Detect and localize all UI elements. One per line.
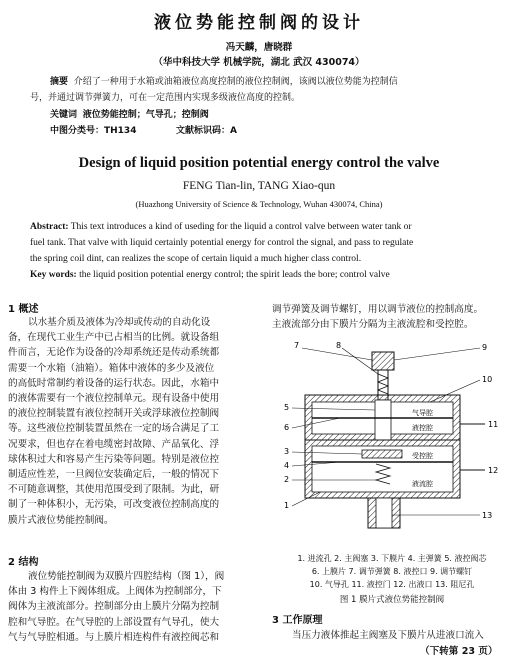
section-1-line: 的液位控制装置有液位控制开关或浮球液位控制阀 xyxy=(8,408,220,420)
abstract-cn-text-1: 介绍了一种用于水箱或油箱液位高度控制的液位控制阀，该阀以液位势能为控制信 xyxy=(73,77,398,87)
abstract-en-text-1: This text introduces a kind of useding for the liquid a control valve between water tank or xyxy=(70,222,412,232)
section-2-line: 气与气导腔相通。与上膜片相连构件有液控阀芯和 xyxy=(8,631,220,643)
keywords-en-label: Key words: xyxy=(30,270,77,280)
abstract-en-line-3: the spring coil dint, can realizes the scope of certain liquid a much higher class control. xyxy=(30,254,362,264)
label-11: 11 xyxy=(488,420,499,429)
section-2-body xyxy=(8,569,224,645)
affiliation-cn: （华中科技大学 机械学院，湖北 武汉 430074） xyxy=(153,57,365,68)
figure-legend-line-1: 1. 进流孔 2. 主阀塞 3. 下膜片 4. 主弹簧 5. 液控阀芯 xyxy=(297,554,487,563)
chamber-main-label: 液流腔 xyxy=(412,480,433,488)
main-plug xyxy=(362,450,402,458)
section-1-line: 件而言，无论作为设备的冷却系统还是传动系统都 xyxy=(8,347,220,359)
label-3: 3 xyxy=(284,447,290,456)
valve-diagram xyxy=(280,340,510,550)
abstract-cn-label: 摘要 xyxy=(50,77,69,87)
section-1-line: 膜片式液位势能控制阀。 xyxy=(8,514,114,526)
section-2-line: 阀体为主液流部分。控制部分由上膜片分隔为控制 xyxy=(8,601,220,613)
section-3-line-1: 当压力液体推起主阀塞及下膜片从进液口流入 xyxy=(292,630,484,641)
outlet-bore xyxy=(376,498,392,528)
section-1-line: 以水基介质及液体为冷却或传动的自动化设 xyxy=(28,317,211,328)
abstract-en-label: Abstract: xyxy=(30,222,69,232)
keywords-en-text: the liquid position potential energy control; the spirit leads the bore; control valve xyxy=(79,270,390,280)
continued-note: （下转第 23 页） xyxy=(420,646,498,657)
keywords-cn xyxy=(50,108,209,123)
leader-9 xyxy=(394,348,480,360)
section-1-line: 的液体需要有一个液位控制单元。现有设备中使用 xyxy=(8,393,220,405)
chamber-control-label: 液控腔 xyxy=(412,424,433,432)
abstract-en-line-2: fuel tank. That valve with liquid certainly potential energy for control the signal, and pass to regulate xyxy=(30,238,414,248)
section-2-line: 体由 3 构件上下阀体组成。上阀体为控制部分，下 xyxy=(8,586,222,598)
abstract-cn-line-2: 号，并通过调节弹簧力，可在一定范围内实现多级液位高度的控制。 xyxy=(30,93,301,103)
clc-number: 中图分类号：TH134 xyxy=(50,126,137,136)
label-6: 6 xyxy=(284,423,290,432)
section-3-title: 3 工作原理 xyxy=(272,615,323,626)
keywords-cn-text: 液位势能控制；气导孔；控制阀 xyxy=(82,110,209,120)
document-code: 文献标识码：A xyxy=(176,126,237,136)
section-1-line: 需要一个水箱（油箱）。箱体中液体的多少及液位 xyxy=(8,362,215,374)
abstract-en-line-1 xyxy=(30,220,412,235)
section-2-line: 液位势能控制阀为双膜片四腔结构（图 1），阀 xyxy=(28,571,225,582)
section-1-title: 1 概述 xyxy=(8,304,39,315)
chamber-controlled-label: 受控腔 xyxy=(412,452,433,460)
label-13: 13 xyxy=(482,511,493,520)
section-1-line: 不可随意调整，其使用范围受到了限制。为此，研 xyxy=(8,484,220,496)
adjusting-screw xyxy=(372,352,394,370)
label-5: 5 xyxy=(284,403,290,412)
section-1-line: 备，在现代工业生产中已占相当的比例。就设备组 xyxy=(8,332,220,344)
affiliation-en: (Huazhong University of Science & Technology, Wuhan 430074, China) xyxy=(135,199,383,209)
label-2: 2 xyxy=(284,475,290,484)
label-4: 4 xyxy=(284,461,290,470)
figure-caption: 图 1 膜片式液位势能控制阀 xyxy=(339,595,445,605)
authors-en: FENG Tian-lin, TANG Xiao-qun xyxy=(182,180,336,192)
section-2-line: 腔和气导腔。在气导腔的上部设置有气导孔，使大 xyxy=(8,616,220,628)
figure-legend-line-3: 10. 气导孔 11. 液控门 12. 出液口 13. 阻尼孔 xyxy=(309,580,475,589)
chamber-air-label: 气导腔 xyxy=(412,409,433,417)
right-intro-line: 调节弹簧及调节螺钉，用以调节液位的控制高度。 xyxy=(272,304,484,315)
section-2-title: 2 结构 xyxy=(8,557,39,568)
section-1-line: 等。这些液位控制装置虽然在一定的场合满足了工 xyxy=(8,423,220,435)
authors-cn: 冯天麟，唐晓群 xyxy=(225,42,293,53)
control-spool xyxy=(375,400,391,440)
right-column-intro xyxy=(272,302,483,332)
right-intro-line: 主液流部分由下膜片分隔为主液流腔和受控腔。 xyxy=(272,319,474,331)
section-1-line: 的高低时常制约着设备的运行状态。因此，水箱中 xyxy=(8,377,220,389)
label-8: 8 xyxy=(336,341,342,350)
abstract-cn-line-1 xyxy=(50,75,398,90)
label-1: 1 xyxy=(284,501,290,510)
label-7: 7 xyxy=(294,341,300,350)
section-1-line: 制适应性差，一旦阀位安装确定后，一般的情况下 xyxy=(8,469,220,481)
figure-legend-line-2: 6. 上膜片 7. 调节弹簧 8. 液控口 9. 调节螺钉 xyxy=(311,567,473,576)
section-1-line: 况要求，但也存在着电缆密封故障、产品氧化、浮 xyxy=(8,438,220,450)
label-10: 10 xyxy=(482,375,493,384)
keywords-cn-label: 关键词 xyxy=(50,110,78,120)
paper-title-cn: 液位势能控制阀的设计 xyxy=(154,13,364,33)
label-9: 9 xyxy=(482,343,488,352)
paper-title-en: Design of liquid position potential energy control the valve xyxy=(78,155,440,171)
section-1-line: 制了一种体积小，无污染，可改变液位控制高度的 xyxy=(8,499,220,511)
keywords-en xyxy=(30,268,390,283)
section-1-line: 球体积过大和容易产生污染等问题。特别是液位控 xyxy=(8,453,220,465)
label-12: 12 xyxy=(488,466,499,475)
section-1-body xyxy=(8,315,219,528)
